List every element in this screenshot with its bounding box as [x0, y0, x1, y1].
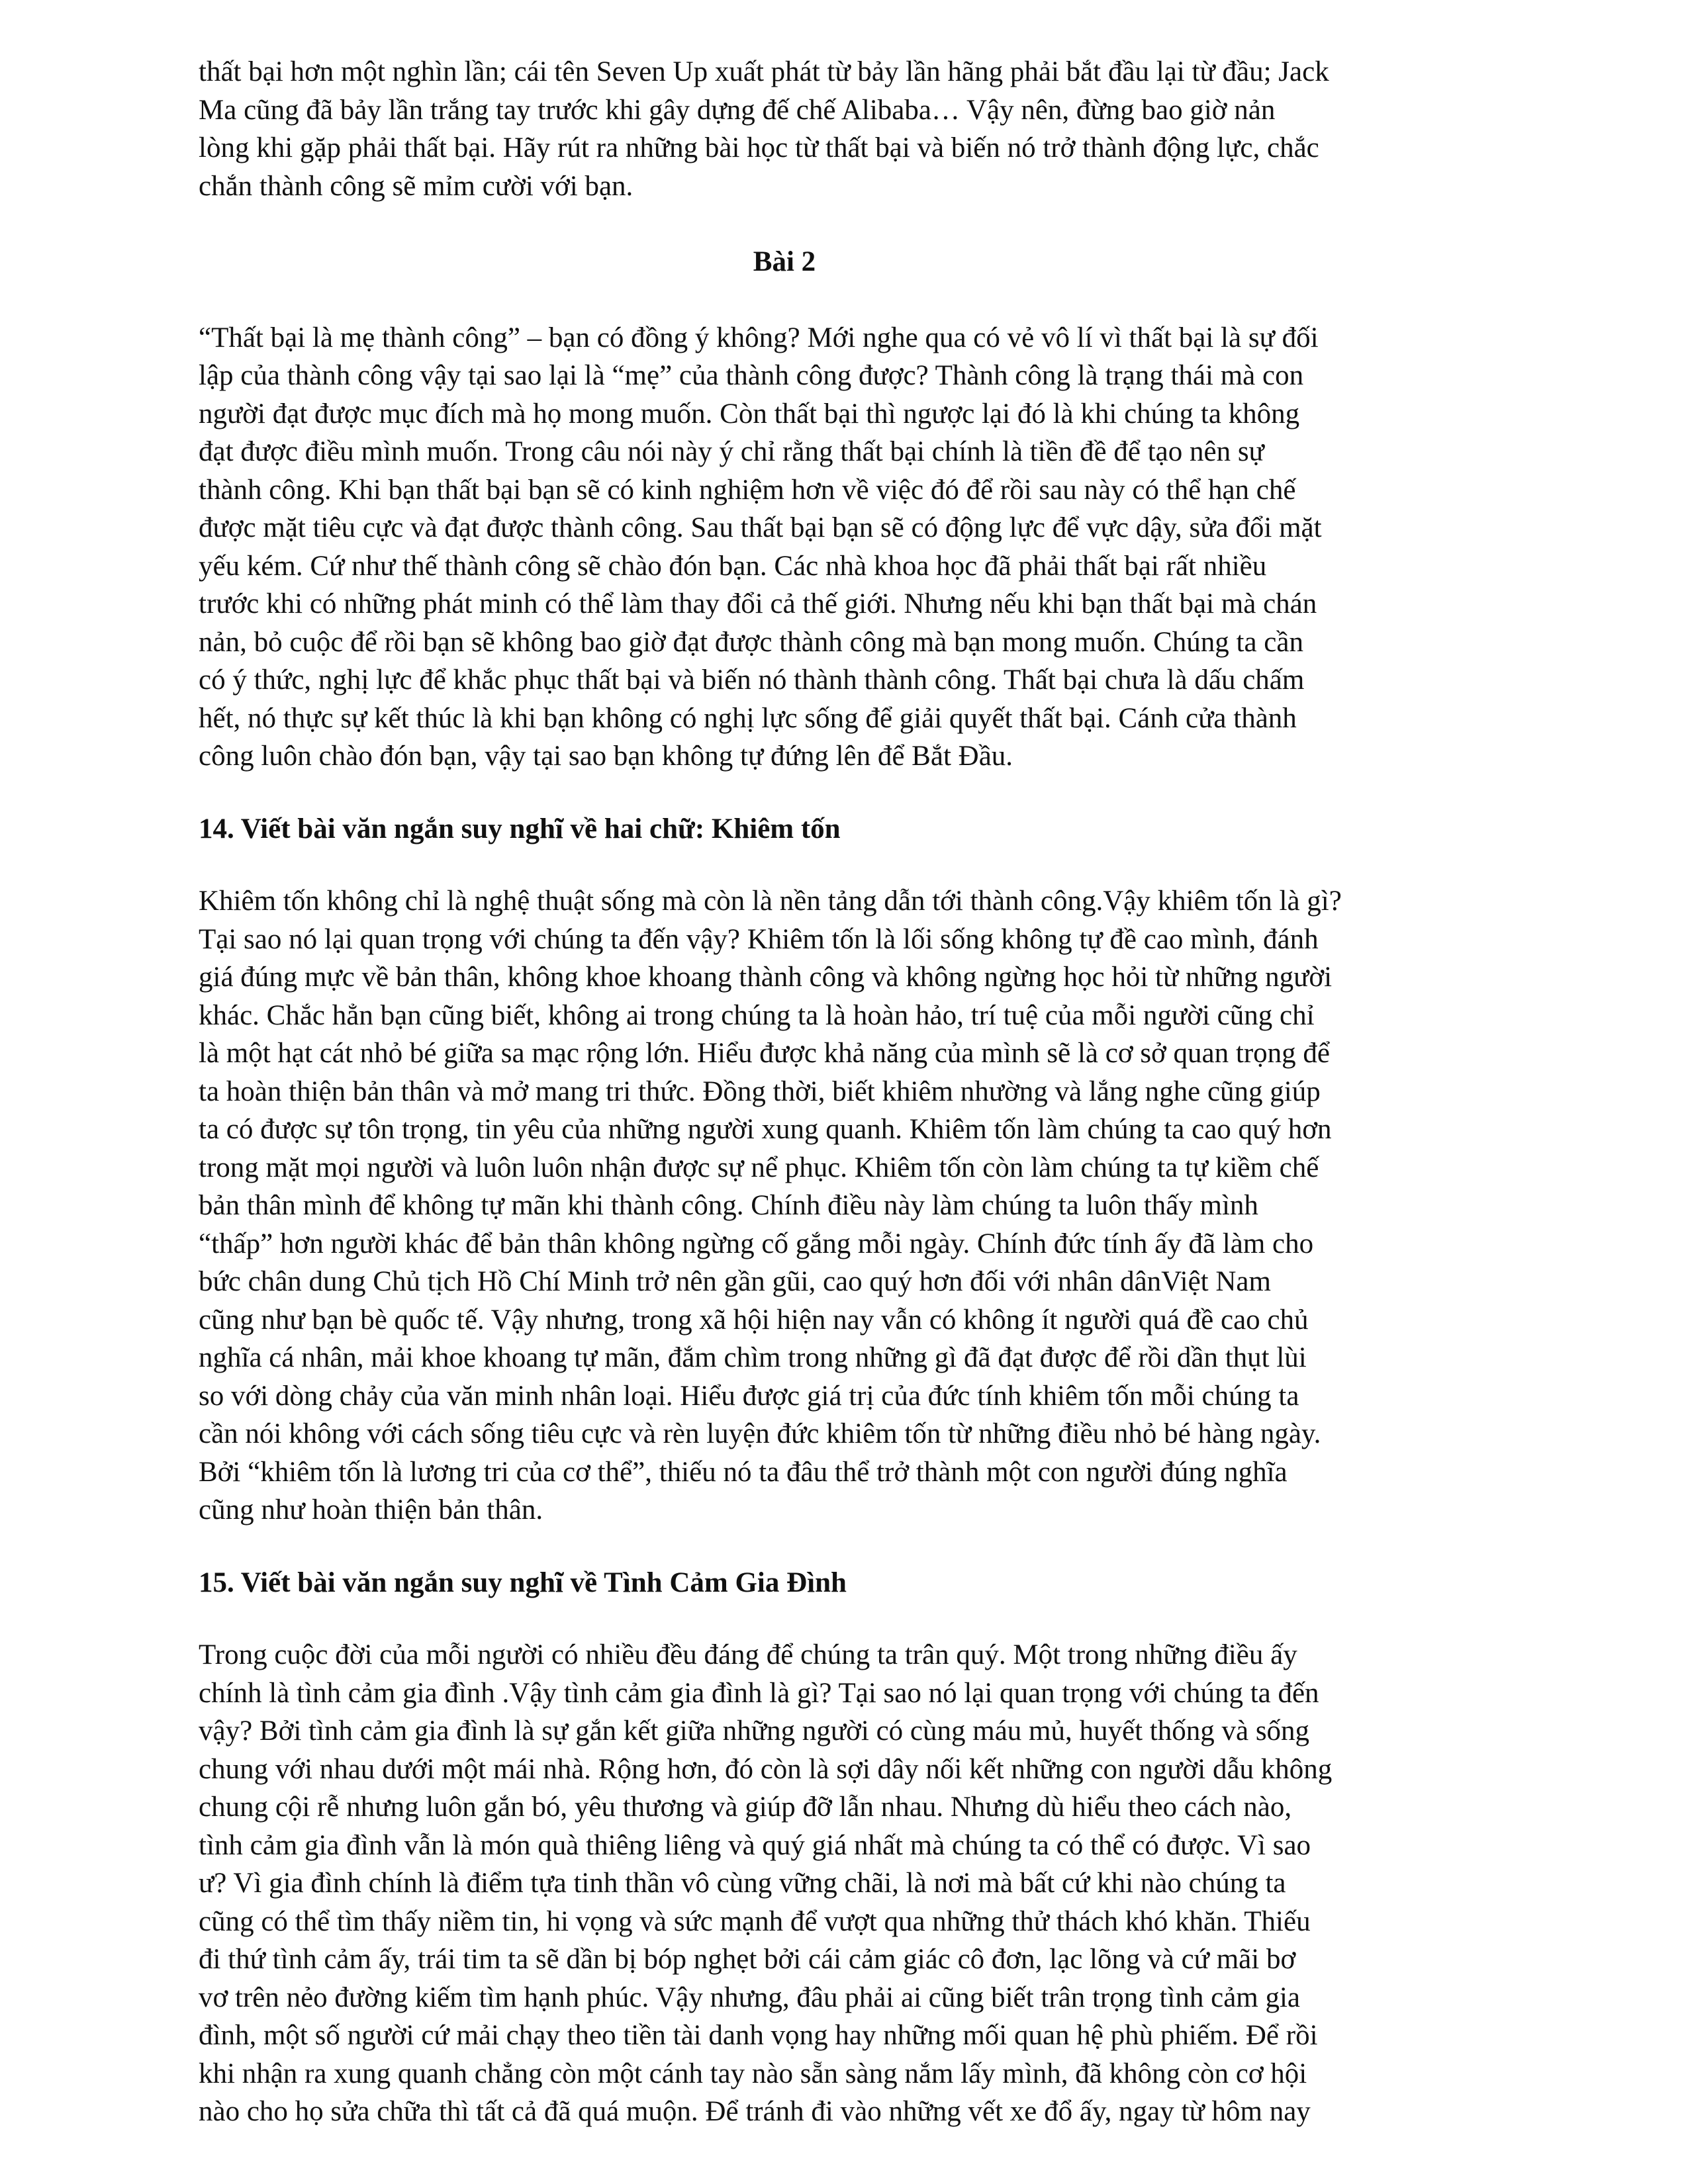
text-line: có ý thức, nghị lực để khắc phục thất bại và biến nó thành thành công. Thất bại chưa là dấu chấm	[199, 664, 1305, 696]
text-line: cũng như hoàn thiện bản thân.	[199, 1494, 543, 1525]
text-line: khi nhận ra xung quanh chẳng còn một cánh tay nào sẵn sàng nắm lấy mình, đã không còn cơ hội	[199, 2058, 1307, 2089]
text-line: nghĩa cá nhân, mải khoe khoang tự mãn, đắm chìm trong những gì đã đạt được để rồi dần thụt lùi	[199, 1342, 1307, 1373]
text-line: vậy? Bởi tình cảm gia đình là sự gắn kết giữa những người có cùng máu mủ, huyết thống và sống	[199, 1715, 1310, 1747]
text-line: Bởi “khiêm tốn là lương tri của cơ thể”, thiếu nó ta đâu thể trở thành một con người đúng nghĩa	[199, 1456, 1288, 1488]
text-line: Ma cũng đã bảy lần trắng tay trước khi gây dựng đế chế Alibaba… Vậy nên, đừng bao giờ nản	[199, 94, 1276, 126]
text-line: yếu kém. Cứ như thế thành công sẽ chào đón bạn. Các nhà khoa học đã phải thất bại rất nhiều	[199, 550, 1267, 582]
text-line: khác. Chắc hẳn bạn cũng biết, không ai trong chúng ta là hoàn hảo, trí tuệ của mỗi người cũng chỉ	[199, 999, 1315, 1031]
section-15-paragraph	[199, 1636, 1529, 2131]
text-line: “thấp” hơn người khác để bản thân không ngừng cố gắng mỗi ngày. Chính đức tính ấy đã làm cho	[199, 1228, 1314, 1259]
text-line: nản, bỏ cuộc để rồi bạn sẽ không bao giờ đạt được thành công mà bạn mong muốn. Chúng ta cần	[199, 626, 1303, 658]
text-line: giá đúng mực về bản thân, không khoe khoang thành công và không ngừng học hỏi từ những người	[199, 962, 1333, 993]
text-line: cần nói không với cách sống tiêu cực và rèn luyện đức khiêm tốn từ những điều nhỏ bé hàng ngày.	[199, 1418, 1321, 1449]
text-line: chắn thành công sẽ mỉm cười với bạn.	[199, 170, 633, 202]
document-page	[199, 53, 1529, 2131]
section-15-heading: 15. Viết bài văn ngắn suy nghĩ về Tình Cảm Gia Đình	[199, 1567, 847, 1598]
text-line: cũng như bạn bè quốc tế. Vậy nhưng, trong xã hội hiện nay vẫn có không ít người quá đề cao chủ	[199, 1304, 1309, 1336]
text-line: Khiêm tốn không chỉ là nghệ thuật sống mà còn là nền tảng dẫn tới thành công.Vậy khiêm tốn là gì?	[199, 886, 1342, 917]
text-line: là một hạt cát nhỏ bé giữa sa mạc rộng lớn. Hiểu được khả năng của mình sẽ là cơ sở quan trọng để	[199, 1038, 1330, 1069]
text-line: “Thất bại là mẹ thành công” – bạn có đồng ý không? Mới nghe qua có vẻ vô lí vì thất bại là sự đối	[199, 322, 1319, 353]
bai-2-heading: Bài 2	[753, 246, 816, 277]
text-line: đình, một số người cứ mải chạy theo tiền tài danh vọng hay những mối quan hệ phù phiếm. Để rồi	[199, 2020, 1318, 2051]
text-line: đi thứ tình cảm ấy, trái tim ta sẽ dần bị bóp nghẹt bởi cái cảm giác cô đơn, lạc lõng và cứ mãi bơ	[199, 1944, 1296, 1975]
text-line: thất bại hơn một nghìn lần; cái tên Seven Up xuất phát từ bảy lần hãng phải bắt đầu lại từ đầu; Jack	[199, 56, 1329, 87]
text-line: tình cảm gia đình vẫn là món quà thiêng liêng và quý giá nhất mà chúng ta có thể có được. Vì sao	[199, 1829, 1311, 1861]
text-line: vơ trên nẻo đường kiếm tìm hạnh phúc. Vậy nhưng, đâu phải ai cũng biết trân trọng tình cảm gia	[199, 1981, 1301, 2013]
text-line: bản thân mình để không tự mãn khi thành công. Chính điều này làm chúng ta luôn thấy mình	[199, 1190, 1258, 1221]
text-line: ư? Vì gia đình chính là điểm tựa tinh thần vô cùng vững chãi, là nơi mà bất cứ khi nào chúng ta	[199, 1868, 1286, 1899]
text-line: chung cội rễ nhưng luôn gắn bó, yêu thương và giúp đỡ lẫn nhau. Nhưng dù hiểu theo cách nào,	[199, 1792, 1292, 1823]
text-line: ta hoàn thiện bản thân và mở mang tri thức. Đồng thời, biết khiêm nhường và lắng nghe cũng giúp	[199, 1075, 1321, 1107]
text-line: Tại sao nó lại quan trọng với chúng ta đến vậy? Khiêm tốn là lối sống không tự đề cao mình, đánh	[199, 923, 1319, 955]
intro-paragraph	[199, 53, 1529, 205]
text-line: người đạt được mục đích mà họ mong muốn. Còn thất bại thì ngược lại đó là khi chúng ta không	[199, 398, 1300, 430]
text-line: ta có được sự tôn trọng, tin yêu của những người xung quanh. Khiêm tốn làm chúng ta cao quý hơn	[199, 1114, 1332, 1145]
text-line: lòng khi gặp phải thất bại. Hãy rút ra những bài học từ thất bại và biến nó trở thành động lực, chắc	[199, 132, 1319, 163]
text-line: đạt được điều mình muốn. Trong câu nói này ý chỉ rằng thất bại chính là tiền đề để tạo nên sự	[199, 436, 1264, 467]
bai-2-paragraph	[199, 319, 1529, 776]
text-line: bức chân dung Chủ tịch Hồ Chí Minh trở nên gần gũi, cao quý hơn đối với nhân dânViệt Nam	[199, 1266, 1271, 1297]
section-14-heading: 14. Viết bài văn ngắn suy nghĩ về hai chữ: Khiêm tốn	[199, 813, 841, 844]
text-line: so với dòng chảy của văn minh nhân loại. Hiểu được giá trị của đức tính khiêm tốn mỗi chúng ta	[199, 1380, 1299, 1412]
text-line: chung với nhau dưới một mái nhà. Rộng hơn, đó còn là sợi dây nối kết những con người dẫu không	[199, 1753, 1333, 1785]
text-line: nào cho họ sửa chữa thì tất cả đã quá muộn. Để tránh đi vào những vết xe đổ ấy, ngay từ hôm nay	[199, 2096, 1311, 2127]
text-line: trước khi có những phát minh có thể làm thay đổi cả thế giới. Nhưng nếu khi bạn thất bại mà chán	[199, 588, 1317, 619]
text-line: chính là tình cảm gia đình .Vậy tình cảm gia đình là gì? Tại sao nó lại quan trọng với chúng ta đến	[199, 1677, 1319, 1709]
text-line: Trong cuộc đời của mỗi người có nhiều đều đáng để chúng ta trân quý. Một trong những điều ấy	[199, 1639, 1297, 1670]
text-line: được mặt tiêu cực và đạt được thành công. Sau thất bại bạn sẽ có động lực để vực dậy, sửa đổi mặt	[199, 512, 1322, 543]
section-14-paragraph	[199, 882, 1529, 1529]
text-line: trong mặt mọi người và luôn luôn nhận được sự nể phục. Khiêm tốn còn làm chúng ta tự kiềm chế	[199, 1152, 1319, 1183]
text-line: lập của thành công vậy tại sao lại là “mẹ” của thành công được? Thành công là trạng thái mà con	[199, 360, 1304, 391]
text-line: công luôn chào đón bạn, vậy tại sao bạn không tự đứng lên để Bắt Đầu.	[199, 741, 1013, 772]
text-line: thành công. Khi bạn thất bại bạn sẽ có kinh nghiệm hơn về việc đó để rồi sau này có thể hạn chế	[199, 474, 1296, 506]
text-line: hết, nó thực sự kết thúc là khi bạn không có nghị lực sống để giải quyết thất bại. Cánh cửa thành	[199, 702, 1297, 734]
text-line: cũng có thể tìm thấy niềm tin, hi vọng và sức mạnh để vượt qua những thử thách khó khăn. Thiếu	[199, 1905, 1311, 1937]
